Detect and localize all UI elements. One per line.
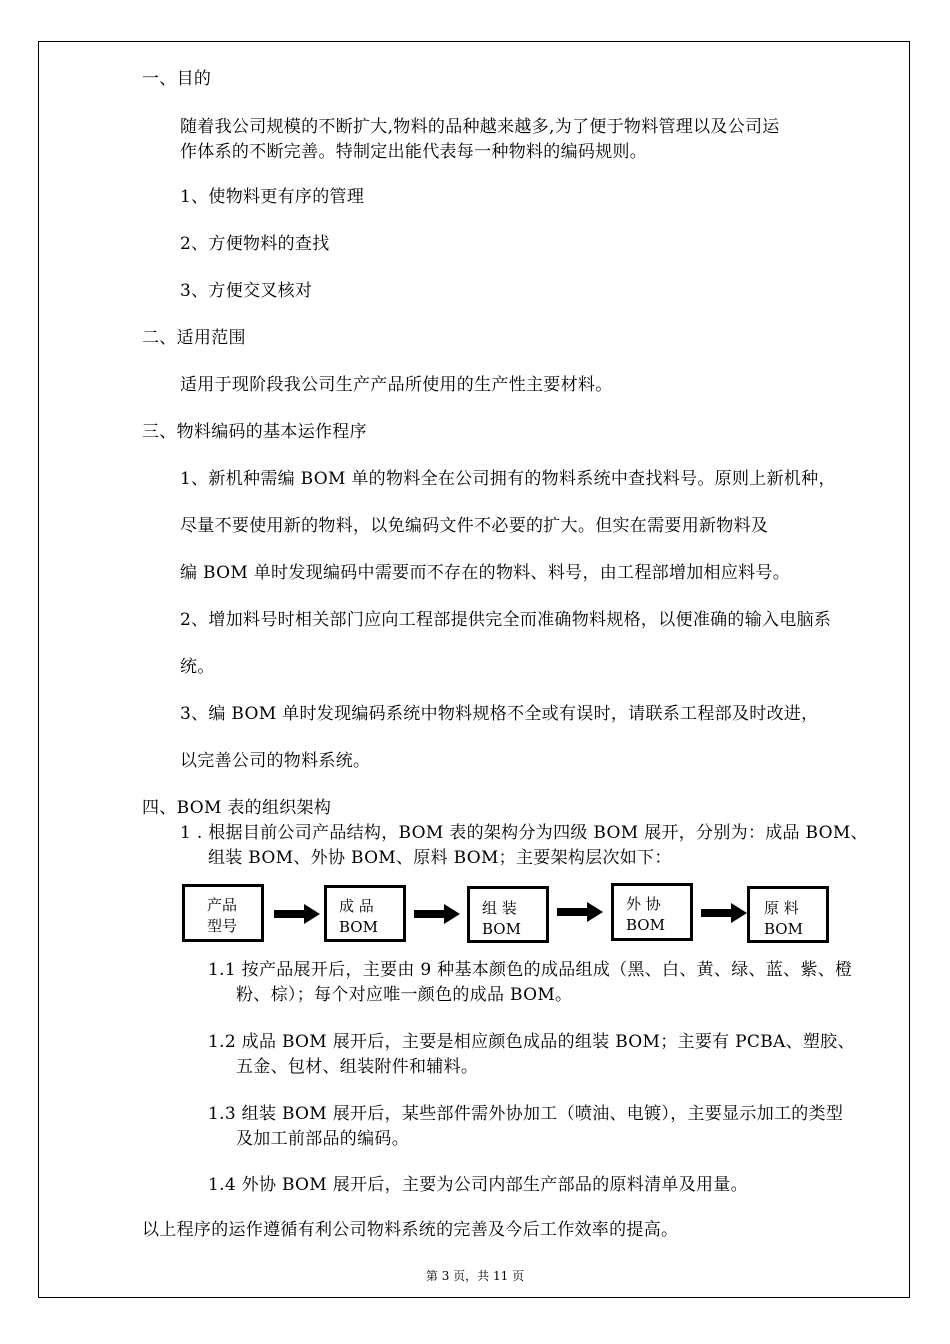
flow-box-outsource-bom	[611, 883, 693, 941]
procedure-line: 编 BOM 单时发现编码中需要而不存在的物料、料号，由工程部增加相应料号。	[180, 563, 791, 583]
procedure-line: 2、增加料号时相关部门应向工程部提供完全而准确物料规格，以便准确的输入电脑系	[180, 610, 832, 630]
procedure-line: 尽量不要使用新的物料，以免编码文件不必要的扩大。但实在需要用新物料及	[180, 516, 769, 536]
flow-box-label: 外 协	[626, 895, 661, 913]
bom-subitem-line2: 及加工前部品的编码。	[236, 1129, 409, 1149]
purpose-intro-line2: 作体系的不断完善。特制定出能代表每一种物料的编码规则。	[180, 142, 648, 162]
flow-box-label: 原 料	[764, 899, 799, 917]
bom-item1-line1: 1 . 根据目前公司产品结构，BOM 表的架构分为四级 BOM 展开，分别为：成品 BOM、	[180, 823, 868, 843]
procedure-line: 1、新机种需编 BOM 单的物料全在公司拥有的物料系统中查找料号。原则上新机种，	[180, 469, 836, 489]
section-heading-bom: 四、BOM 表的组织架构	[142, 798, 332, 818]
bom-item1-line2: 组装 BOM、外协 BOM、原料 BOM；主要架构层次如下：	[208, 848, 672, 868]
scope-text: 适用于现阶段我公司生产产品所使用的生产性主要材料。	[180, 375, 613, 395]
flow-arrow-icon	[701, 903, 747, 923]
flow-box-label: BOM	[764, 920, 803, 938]
section-heading-scope: 二、适用范围	[142, 328, 246, 348]
flow-box-label: 成 品	[339, 897, 374, 915]
bom-subitem-line1: 1.1 按产品展开后，主要由 9 种基本颜色的成品组成（黑、白、黄、绿、蓝、紫、橙	[208, 960, 853, 980]
flow-box-label: BOM	[482, 920, 521, 938]
flow-arrow-icon	[274, 904, 320, 924]
flow-arrow-icon	[557, 902, 603, 922]
flow-box-finished-bom	[324, 885, 406, 942]
purpose-intro-line1: 随着我公司规模的不断扩大,物料的品种越来越多,为了便于物料管理以及公司运	[180, 117, 780, 137]
bom-subitem-line1: 1.3 组装 BOM 展开后，某些部件需外协加工（喷油、电镀），主要显示加工的类型	[208, 1104, 844, 1124]
procedure-line: 以完善公司的物料系统。	[180, 751, 371, 771]
flow-box-label: BOM	[626, 916, 665, 934]
procedure-line: 3、编 BOM 单时发现编码系统中物料规格不全或有误时，请联系工程部及时改进，	[180, 704, 819, 724]
section-heading-purpose: 一、目的	[142, 69, 212, 89]
bom-subitem-line2: 粉、棕）；每个对应唯一颜色的成品 BOM。	[236, 985, 573, 1005]
purpose-item: 3、方便交叉核对	[180, 281, 313, 301]
bom-subitem-line1: 1.2 成品 BOM 展开后，主要是相应颜色成品的组装 BOM；主要有 PCBA、塑胶、	[208, 1032, 855, 1052]
bom-subitem-line2: 五金、包材、组装附件和辅料。	[236, 1057, 479, 1077]
purpose-item: 2、方便物料的查找	[180, 234, 330, 254]
closing-text: 以上程序的运作遵循有利公司物料系统的完善及今后工作效率的提高。	[142, 1220, 679, 1240]
flow-box-product-model	[182, 884, 264, 942]
flow-box-label: 组 装	[482, 899, 517, 917]
section-heading-procedure: 三、物料编码的基本运作程序	[142, 422, 367, 442]
bom-subitem-line1: 1.4 外协 BOM 展开后，主要为公司内部生产部品的原料清单及用量。	[208, 1175, 748, 1195]
flow-box-label: BOM	[339, 918, 378, 936]
flow-box-raw-material-bom	[747, 886, 829, 943]
flow-box-label: 型号	[207, 917, 238, 935]
flow-box-assembly-bom	[467, 886, 549, 943]
flow-box-label: 产品	[207, 896, 238, 914]
page-number: 第 3 页，共 11 页	[425, 1269, 525, 1283]
purpose-item: 1、使物料更有序的管理	[180, 187, 365, 207]
procedure-line: 统。	[180, 657, 215, 677]
flow-arrow-icon	[414, 904, 460, 924]
